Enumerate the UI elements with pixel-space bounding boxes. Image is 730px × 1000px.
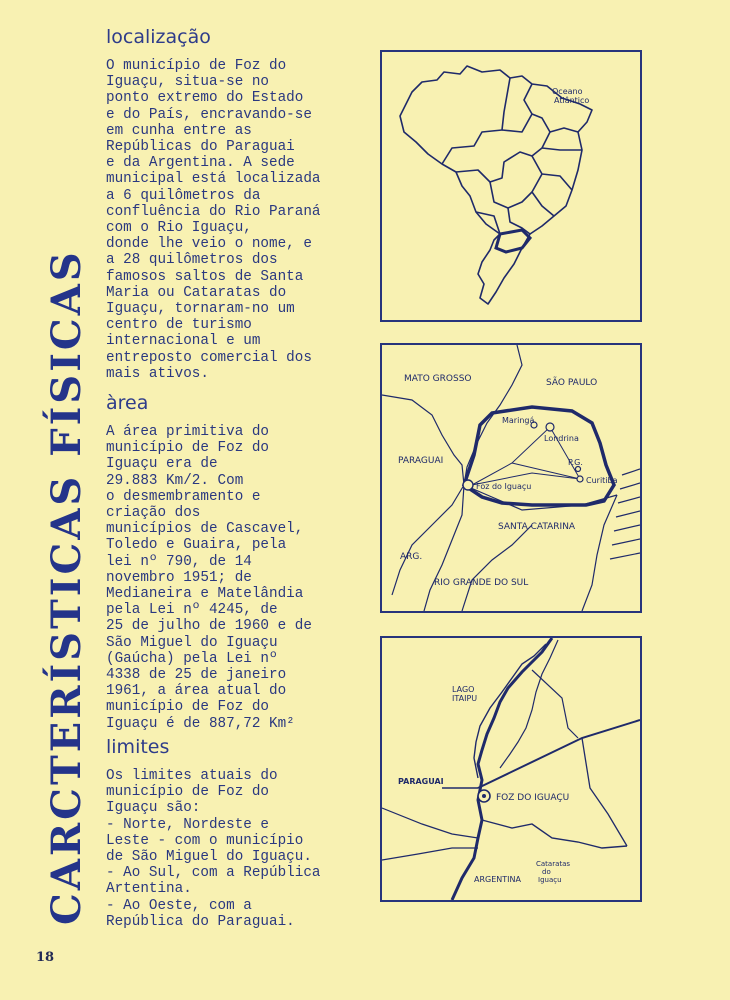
foz-map (380, 636, 642, 902)
label-santa-catarina: SANTA CATARINA (498, 522, 576, 532)
label-lago-2: ITAIPU (452, 694, 478, 703)
foz-map-drawing (382, 638, 640, 900)
label-paraguai: PARAGUAI (398, 456, 444, 466)
label-arg: ARG. (400, 552, 423, 562)
parana-highlight (496, 230, 530, 252)
brazil-map-drawing (382, 52, 640, 320)
heading-localizacao: localização (106, 26, 211, 48)
label-foz-city: FOZ DO IGUAÇU (496, 793, 570, 803)
curitiba-marker (577, 476, 583, 482)
label-cataratas-3: Iguaçu (538, 876, 562, 884)
limites-text: Os limites atuais do município de Foz do Iguaçu são: - Norte, Nordeste e Leste - com o município de São Miguel do Iguaçu. - Ao Sul, com a República Artentina. - Ao Oeste, com a República do Paraguai. (106, 768, 321, 930)
parana-map-drawing (382, 345, 640, 611)
label-paraguai-foz: PARAGUAI (398, 777, 444, 786)
label-mato-grosso: MATO GROSSO (404, 374, 472, 384)
localizacao-text: O município de Foz do Iguaçu, situa-se no ponto extremo do Estado e do País, encravando-se em cunha entre as Repúblicas do Paraguai e da Argentina. A sede municipal está localizada a 6 quilômetros da confluência do Rio Paraná com o Rio Iguaçu, donde lhe veio o nome, e a 28 quilômetros dos famosos saltos de Santa Maria ou Cataratas do Iguaçu, tornaram-no um centro de turismo internacional e um entreposto comercial dos mais ativos. (106, 58, 321, 382)
parana-map (380, 343, 642, 613)
londrina-marker (546, 423, 554, 431)
heading-area: àrea (106, 392, 149, 414)
area-text: A área primitiva do município de Foz do Iguaçu era de 29.883 Km/2. Com o desmembramento e criação dos municípios de Cascavel, Toledo e Guaira, pela lei nº 790, de 14 novembro 1951; de Medianeira e Matelândia pela Lei nº 4245, de 25 de julho de 1960 e de São Miguel do Iguaçu (Gaúcha) pela Lei nº 4338 de 25 de janeiro 1961, a área atual do município de Foz do Iguaçu é de 887,72 Km² (106, 424, 312, 732)
vertical-title: CARCTERÍSTICAS FÍSICAS (43, 249, 90, 925)
label-curitiba: Curitiba (586, 476, 618, 485)
heading-limites: limites (106, 736, 170, 758)
foz-marker (463, 480, 473, 490)
label-pg: P.G. (568, 458, 583, 467)
label-rio-grande: RIO GRANDE DO SUL (434, 578, 529, 588)
label-cataratas-1: Cataratas (536, 860, 571, 868)
brazil-map (380, 50, 642, 322)
label-foz: Foz do Iguaçu (476, 482, 532, 491)
label-maringa: Maringá (502, 416, 535, 425)
label-cataratas-2: do (542, 868, 551, 876)
label-lago-1: LAGO (452, 685, 475, 694)
label-sao-paulo: SÃO PAULO (546, 378, 598, 388)
ocean-label-2: Atlântico (554, 96, 590, 105)
label-londrina: Londrina (544, 434, 579, 443)
page-number: 18 (36, 950, 55, 965)
ocean-label-1: Oceano (552, 87, 583, 96)
pg-marker (576, 467, 581, 472)
label-argentina: ARGENTINA (474, 875, 521, 884)
